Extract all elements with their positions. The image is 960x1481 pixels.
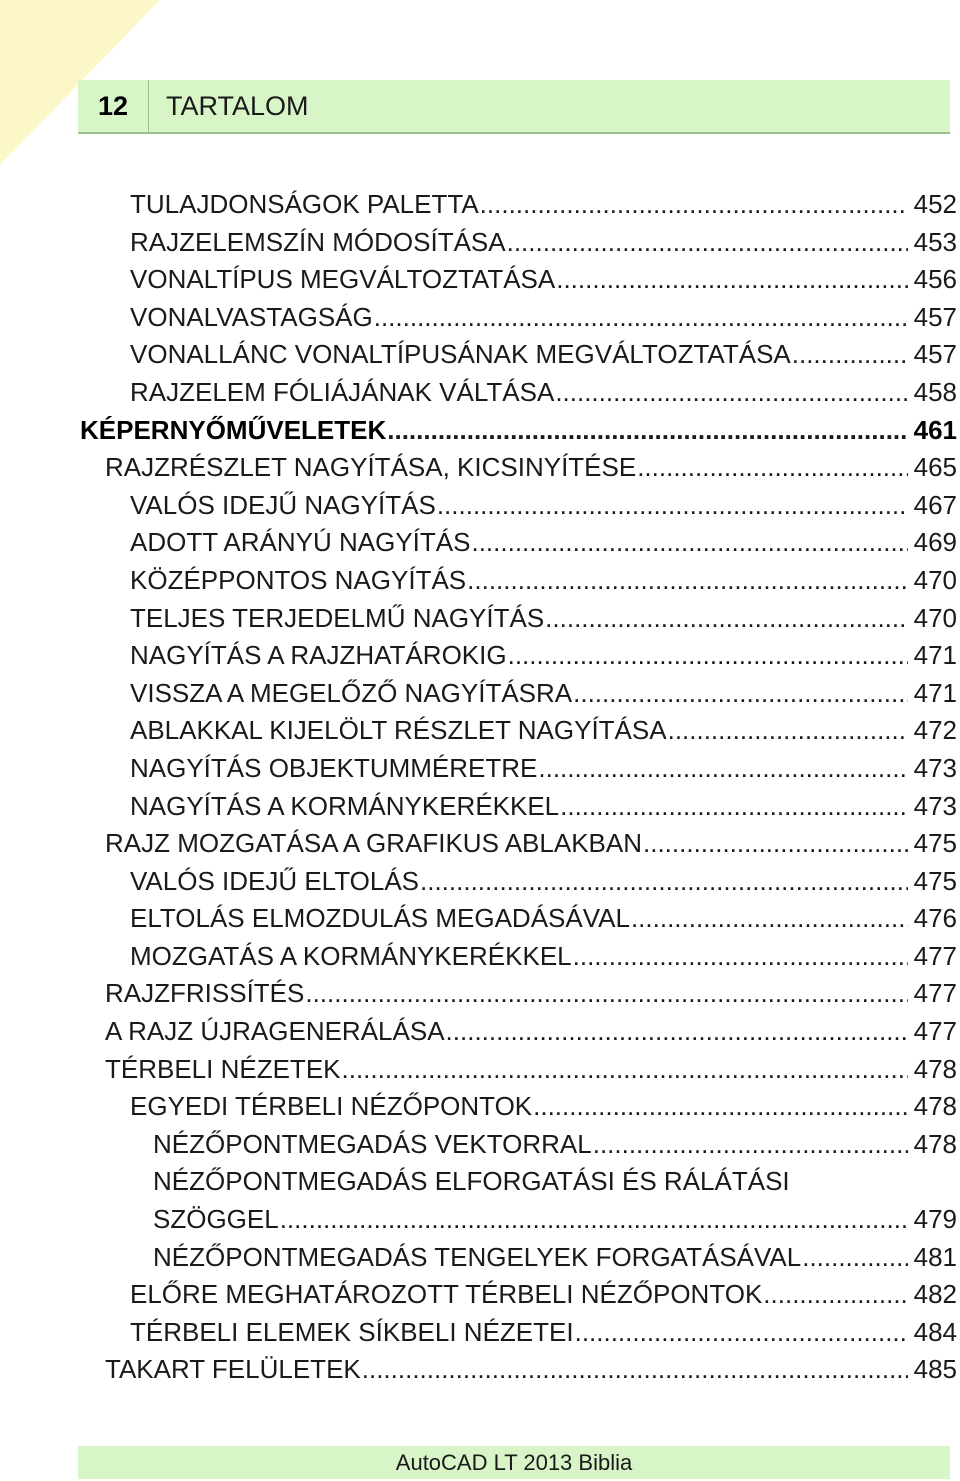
toc-entry-title: ABLAKKAL KIJELÖLT RÉSZLET NAGYÍTÁSA [130, 715, 667, 746]
leader-dots [802, 1239, 907, 1277]
toc-entry[interactable] [0, 562, 960, 600]
leader-dots [374, 299, 908, 337]
toc-entry-title: RAJZRÉSZLET NAGYÍTÁSA, KICSINYÍTÉSE [105, 452, 637, 483]
toc-entry-title: NAGYÍTÁS A RAJZHATÁROKIG [130, 640, 507, 671]
page-number: 12 [78, 80, 149, 132]
leader-dots [668, 712, 908, 750]
leader-dots [637, 449, 907, 487]
toc-entry-title: NAGYÍTÁS A KORMÁNYKERÉKKEL [130, 790, 560, 821]
toc-entry[interactable] [0, 750, 960, 788]
toc-entry-title: TAKART FELÜLETEK [105, 1354, 361, 1385]
toc-entry-title-continued: SZÖGGEL [153, 1204, 279, 1235]
toc-entry-title: VALÓS IDEJŰ ELTOLÁS [130, 865, 419, 896]
leader-dots [545, 600, 907, 638]
toc-entry[interactable] [0, 1163, 960, 1201]
toc-entry[interactable] [0, 675, 960, 713]
toc-entry-page: 477 [913, 978, 957, 1009]
toc-entry[interactable] [0, 1126, 960, 1164]
toc-entry-page: 485 [913, 1354, 957, 1385]
toc-entry[interactable] [0, 186, 960, 224]
toc-entry-title: KÉPERNYŐMŰVELETEK [80, 414, 387, 445]
toc-entry-page: 465 [913, 452, 957, 483]
leader-dots [593, 1126, 908, 1164]
toc-entry[interactable] [0, 1351, 960, 1389]
toc-entry-page: 453 [913, 226, 957, 257]
leader-dots [792, 336, 908, 374]
leader-dots [342, 1051, 908, 1089]
page-header [78, 80, 950, 134]
toc-entry[interactable] [0, 1314, 960, 1352]
toc-entry[interactable] [0, 524, 960, 562]
toc-entry-title: NAGYÍTÁS OBJEKTUMMÉRETRE [130, 752, 538, 783]
toc-entry-page: 478 [913, 1053, 957, 1084]
toc-entry-page: 478 [913, 1128, 957, 1159]
page-footer: AutoCAD LT 2013 Biblia [78, 1446, 950, 1479]
toc-entry[interactable] [0, 788, 960, 826]
toc-entry-title: MOZGATÁS A KORMÁNYKERÉKKEL [130, 940, 572, 971]
toc-entry-title: TÉRBELI ELEMEK SÍKBELI NÉZETEI [130, 1316, 574, 1347]
toc-entry-page: 484 [913, 1316, 957, 1347]
toc-entry-title: VONALTÍPUS MEGVÁLTOZTATÁSA [130, 264, 556, 295]
leader-dots [420, 863, 908, 901]
leader-dots [533, 1088, 907, 1126]
leader-dots [508, 637, 908, 675]
leader-dots [538, 750, 907, 788]
toc-entry-title: VONALVASTAGSÁG [130, 301, 373, 332]
toc-entry-title: RAJZELEMSZÍN MÓDOSÍTÁSA [130, 226, 506, 257]
toc-entry-title: EGYEDI TÉRBELI NÉZŐPONTOK [130, 1091, 533, 1122]
leader-dots [507, 224, 908, 262]
toc-entry-page: 475 [913, 828, 957, 859]
toc-entry-page: 471 [913, 640, 957, 671]
toc-entry-title: RAJZELEM FÓLIÁJÁNAK VÁLTÁSA [130, 376, 555, 407]
toc-entry[interactable] [0, 1239, 960, 1277]
toc-entry[interactable] [0, 1276, 960, 1314]
toc-entry-title: NÉZŐPONTMEGADÁS ELFORGATÁSI ÉS RÁLÁTÁSI [153, 1166, 790, 1197]
toc-entry-page: 473 [913, 752, 957, 783]
toc-entry-page: 469 [913, 527, 957, 558]
leader-dots [480, 186, 908, 224]
leader-dots [631, 900, 908, 938]
toc-entry[interactable] [0, 637, 960, 675]
leader-dots [763, 1276, 907, 1314]
leader-dots [575, 1314, 908, 1352]
toc-entry-page: 467 [913, 489, 957, 520]
toc-entry[interactable] [0, 261, 960, 299]
toc-entry-title: ADOTT ARÁNYÚ NAGYÍTÁS [130, 527, 471, 558]
toc-entry-title: ELTOLÁS ELMOZDULÁS MEGADÁSÁVAL [130, 903, 630, 934]
toc-entry[interactable] [0, 1051, 960, 1089]
toc-entry-page: 452 [913, 189, 957, 219]
toc-entry[interactable] [0, 336, 960, 374]
toc-entry-continuation[interactable] [0, 1201, 960, 1239]
toc-entry-title: VALÓS IDEJŰ NAGYÍTÁS [130, 489, 436, 520]
leader-dots [555, 374, 907, 412]
toc-entry-page: 476 [913, 903, 957, 934]
toc-entry[interactable] [0, 900, 960, 938]
toc-entry[interactable] [0, 1088, 960, 1126]
header-title: TARTALOM [166, 91, 309, 121]
toc-entry-title: NÉZŐPONTMEGADÁS TENGELYEK FORGATÁSÁVAL [153, 1241, 802, 1272]
leader-dots [471, 524, 907, 562]
toc-entry-title: KÖZÉPPONTOS NAGYÍTÁS [130, 564, 467, 595]
toc-entry-title: ELŐRE MEGHATÁROZOTT TÉRBELI NÉZŐPONTOK [130, 1279, 763, 1310]
toc-entry[interactable] [0, 412, 960, 450]
toc-entry[interactable] [0, 487, 960, 525]
toc-entry[interactable] [0, 374, 960, 412]
toc-entry-title: RAJZ MOZGATÁSA A GRAFIKUS ABLAKBAN [105, 828, 642, 859]
leader-dots [362, 1351, 908, 1389]
leader-dots [467, 562, 907, 600]
toc-entry-page: 482 [913, 1279, 957, 1310]
toc-entry-page: 472 [913, 715, 957, 746]
toc-entry-page: 470 [913, 602, 957, 633]
leader-dots [446, 1013, 908, 1051]
toc-entry-page: 477 [913, 1016, 957, 1047]
toc-entry-page: 479 [913, 1204, 957, 1235]
toc-entry-page: 457 [913, 339, 957, 370]
toc-entry-page: 471 [913, 677, 957, 708]
toc-entry-title: A RAJZ ÚJRAGENERÁLÁSA [105, 1016, 445, 1047]
toc-entry[interactable] [0, 825, 960, 863]
toc-entry-title: TÉRBELI NÉZETEK [105, 1053, 341, 1084]
toc-entry-title: RAJZFRISSÍTÉS [105, 978, 305, 1009]
toc-entry-page: 458 [913, 376, 957, 407]
toc-entry[interactable] [0, 1013, 960, 1051]
toc-entry[interactable] [0, 938, 960, 976]
toc-entry[interactable] [0, 975, 960, 1013]
toc-entry[interactable] [0, 600, 960, 638]
table-of-contents [0, 186, 960, 1389]
toc-entry-title: NÉZŐPONTMEGADÁS VEKTORRAL [153, 1128, 592, 1159]
toc-entry-page: 477 [913, 940, 957, 971]
leader-dots [560, 788, 907, 826]
toc-entry-page: 473 [913, 790, 957, 821]
leader-dots [305, 975, 907, 1013]
toc-entry-title: VONALLÁNC VONALTÍPUSÁNAK MEGVÁLTOZTATÁSA [130, 339, 791, 370]
toc-entry-page: 456 [913, 264, 957, 295]
toc-entry-page: 478 [913, 1091, 957, 1122]
toc-entry-page: 481 [913, 1241, 957, 1272]
toc-entry[interactable] [0, 863, 960, 901]
toc-entry-title: VISSZA A MEGELŐZŐ NAGYÍTÁSRA [130, 677, 573, 708]
toc-entry[interactable] [0, 449, 960, 487]
toc-entry-title: TULAJDONSÁGOK PALETTA [130, 189, 479, 219]
toc-entry[interactable] [0, 712, 960, 750]
leader-dots [387, 412, 907, 450]
leader-dots [556, 261, 907, 299]
toc-entry-page: 461 [913, 414, 957, 445]
leader-dots [643, 825, 908, 863]
leader-dots [573, 675, 907, 713]
toc-entry-page: 457 [913, 301, 957, 332]
toc-entry[interactable] [0, 299, 960, 337]
toc-entry-page: 470 [913, 564, 957, 595]
leader-dots [280, 1201, 908, 1239]
leader-dots [573, 938, 908, 976]
leader-dots [437, 487, 908, 525]
toc-entry[interactable] [0, 224, 960, 262]
toc-entry-title: TELJES TERJEDELMŰ NAGYÍTÁS [130, 602, 545, 633]
toc-entry-page: 475 [913, 865, 957, 896]
